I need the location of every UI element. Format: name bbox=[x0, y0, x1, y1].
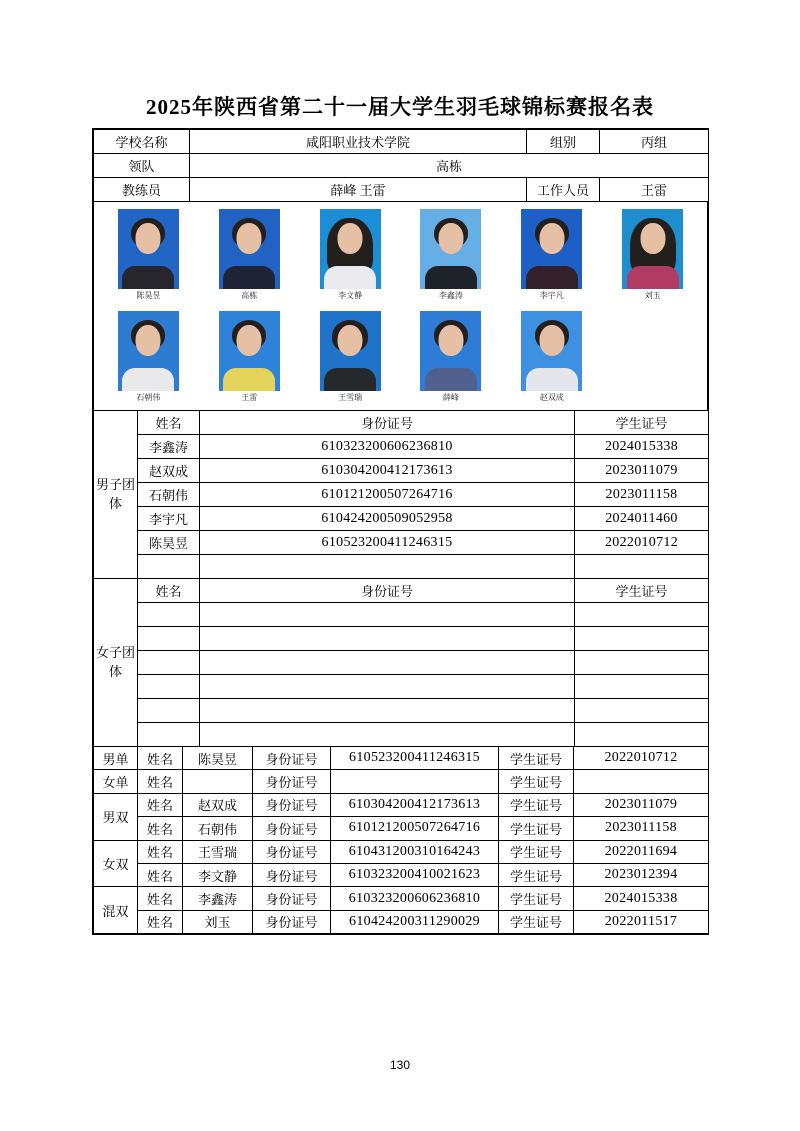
athlete-student-id: 2023011158 bbox=[575, 483, 709, 507]
athlete-id-number: 610523200411246315 bbox=[200, 531, 575, 555]
torso-shape bbox=[425, 368, 477, 391]
athlete-student-id bbox=[575, 699, 709, 723]
photo-slot bbox=[401, 311, 502, 403]
athlete-id-number bbox=[200, 627, 575, 651]
school-label: 学校名称 bbox=[94, 130, 190, 154]
roster-row bbox=[94, 483, 709, 507]
head-shape bbox=[539, 325, 564, 356]
event-id-number: 610323200606236810 bbox=[331, 887, 499, 910]
event-id-number: 610121200507264716 bbox=[331, 817, 499, 840]
id-photo bbox=[219, 311, 280, 391]
name-field-label: 姓名 bbox=[138, 817, 183, 840]
event-athlete-name: 王雪瑞 bbox=[183, 840, 253, 863]
name-field-label: 姓名 bbox=[138, 770, 183, 793]
athlete-student-id: 2023011079 bbox=[575, 459, 709, 483]
head-shape bbox=[136, 223, 161, 254]
event-id-number: 610431200310164243 bbox=[331, 840, 499, 863]
photo-name: 薛峰 bbox=[442, 393, 459, 402]
roster-row bbox=[94, 651, 709, 675]
head-shape bbox=[338, 223, 363, 254]
student-id-field-label: 学生证号 bbox=[499, 770, 574, 793]
event-athlete-name bbox=[183, 770, 253, 793]
roster-header-row bbox=[94, 411, 709, 435]
page-title: 2025年陕西省第二十一届大学生羽毛球锦标赛报名表 bbox=[146, 95, 654, 119]
event-student-id: 2023012394 bbox=[574, 863, 709, 886]
head-shape bbox=[539, 223, 564, 254]
roster-row bbox=[94, 435, 709, 459]
roster-row bbox=[94, 531, 709, 555]
id-photo bbox=[420, 209, 481, 289]
event-row bbox=[94, 863, 709, 886]
torso-shape bbox=[526, 266, 578, 289]
event-row bbox=[94, 840, 709, 863]
event-row bbox=[94, 887, 709, 910]
athlete-id-number bbox=[200, 723, 575, 747]
column-header-student-id: 学生证号 bbox=[575, 411, 709, 435]
group-value: 丙组 bbox=[600, 130, 709, 154]
photo-name: 陈昊昱 bbox=[136, 291, 161, 300]
event-id-number: 610424200311290029 bbox=[331, 910, 499, 933]
athlete-name bbox=[138, 555, 200, 579]
athlete-student-id: 2024011460 bbox=[575, 507, 709, 531]
athlete-student-id bbox=[575, 675, 709, 699]
photo-slot bbox=[300, 209, 401, 301]
torso-shape bbox=[526, 368, 578, 391]
event-student-id: 2022011694 bbox=[574, 840, 709, 863]
athlete-student-id bbox=[575, 603, 709, 627]
athlete-name: 赵双成 bbox=[138, 459, 200, 483]
id-photo bbox=[420, 311, 481, 391]
event-label: 混双 bbox=[94, 887, 138, 934]
id-photo bbox=[521, 311, 582, 391]
photo-slot bbox=[98, 209, 199, 301]
column-header-name: 姓名 bbox=[138, 579, 200, 603]
athlete-name bbox=[138, 675, 200, 699]
athlete-id-number bbox=[200, 675, 575, 699]
photo-slot bbox=[602, 209, 703, 301]
event-athlete-name: 李文静 bbox=[183, 863, 253, 886]
head-shape bbox=[640, 223, 665, 254]
athlete-name bbox=[138, 651, 200, 675]
photo-slot bbox=[401, 209, 502, 301]
photo-name: 石朝伟 bbox=[136, 393, 161, 402]
id-field-label: 身份证号 bbox=[253, 887, 331, 910]
event-athlete-name: 李鑫涛 bbox=[183, 887, 253, 910]
id-field-label: 身份证号 bbox=[253, 840, 331, 863]
photo-name: 王雪瑞 bbox=[338, 393, 363, 402]
id-photo bbox=[622, 209, 683, 289]
id-photo bbox=[219, 209, 280, 289]
team-section-label: 女子团体 bbox=[94, 579, 138, 747]
header-table bbox=[93, 129, 709, 202]
team-section-label: 男子团体 bbox=[94, 411, 138, 579]
head-shape bbox=[438, 223, 463, 254]
id-photo bbox=[118, 311, 179, 391]
athlete-id-number: 610121200507264716 bbox=[200, 483, 575, 507]
event-student-id: 2022011517 bbox=[574, 910, 709, 933]
events-table bbox=[93, 746, 709, 934]
id-photo bbox=[521, 209, 582, 289]
page-number: 130 bbox=[389, 1058, 411, 1072]
roster-row bbox=[94, 627, 709, 651]
photo-name: 李文静 bbox=[338, 291, 363, 300]
student-id-field-label: 学生证号 bbox=[499, 747, 574, 770]
event-label: 男单 bbox=[94, 747, 138, 770]
athlete-student-id bbox=[575, 627, 709, 651]
column-header-id: 身份证号 bbox=[200, 579, 575, 603]
head-shape bbox=[136, 325, 161, 356]
coach-value: 薛峰 王雷 bbox=[190, 178, 527, 202]
event-row bbox=[94, 817, 709, 840]
photo-name: 王雷 bbox=[241, 393, 258, 402]
student-id-field-label: 学生证号 bbox=[499, 793, 574, 816]
athlete-student-id: 2024015338 bbox=[575, 435, 709, 459]
event-label: 女双 bbox=[94, 840, 138, 887]
head-shape bbox=[237, 325, 262, 356]
name-field-label: 姓名 bbox=[138, 887, 183, 910]
roster-row bbox=[94, 507, 709, 531]
event-student-id: 2024015338 bbox=[574, 887, 709, 910]
athlete-student-id: 2022010712 bbox=[575, 531, 709, 555]
head-shape bbox=[338, 325, 363, 356]
event-id-number bbox=[331, 770, 499, 793]
column-header-id: 身份证号 bbox=[200, 411, 575, 435]
id-field-label: 身份证号 bbox=[253, 910, 331, 933]
torso-shape bbox=[627, 266, 679, 289]
torso-shape bbox=[223, 368, 275, 391]
photo-slot bbox=[199, 311, 300, 403]
roster-row bbox=[94, 555, 709, 579]
event-id-number: 610304200412173613 bbox=[331, 793, 499, 816]
athlete-id-number bbox=[200, 603, 575, 627]
event-row bbox=[94, 910, 709, 933]
school-value: 咸阳职业技术学院 bbox=[190, 130, 527, 154]
torso-shape bbox=[425, 266, 477, 289]
leader-label: 领队 bbox=[94, 154, 190, 178]
registration-table bbox=[92, 128, 709, 935]
athlete-name bbox=[138, 627, 200, 651]
athlete-name: 李宇凡 bbox=[138, 507, 200, 531]
student-id-field-label: 学生证号 bbox=[499, 840, 574, 863]
student-id-field-label: 学生证号 bbox=[499, 910, 574, 933]
photo-name: 刘玉 bbox=[644, 291, 661, 300]
event-athlete-name: 石朝伟 bbox=[183, 817, 253, 840]
event-athlete-name: 陈昊昱 bbox=[183, 747, 253, 770]
athlete-student-id bbox=[575, 651, 709, 675]
athlete-id-number: 610304200412173613 bbox=[200, 459, 575, 483]
roster-row bbox=[94, 675, 709, 699]
event-student-id: 2022010712 bbox=[574, 747, 709, 770]
event-id-number: 610523200411246315 bbox=[331, 747, 499, 770]
athlete-name: 李鑫涛 bbox=[138, 435, 200, 459]
student-id-field-label: 学生证号 bbox=[499, 817, 574, 840]
roster-row bbox=[94, 603, 709, 627]
torso-shape bbox=[122, 368, 174, 391]
event-student-id: 2023011079 bbox=[574, 793, 709, 816]
photo-name: 李宇凡 bbox=[539, 291, 564, 300]
event-row bbox=[94, 793, 709, 816]
id-field-label: 身份证号 bbox=[253, 793, 331, 816]
event-label: 男双 bbox=[94, 793, 138, 840]
athlete-id-number bbox=[200, 699, 575, 723]
roster-row bbox=[94, 723, 709, 747]
student-id-field-label: 学生证号 bbox=[499, 887, 574, 910]
event-row bbox=[94, 770, 709, 793]
name-field-label: 姓名 bbox=[138, 840, 183, 863]
athlete-student-id bbox=[575, 723, 709, 747]
group-label: 组别 bbox=[527, 130, 600, 154]
womens-team-table bbox=[93, 578, 709, 747]
student-id-field-label: 学生证号 bbox=[499, 863, 574, 886]
athlete-student-id bbox=[575, 555, 709, 579]
event-row bbox=[94, 747, 709, 770]
event-student-id: 2023011158 bbox=[574, 817, 709, 840]
event-athlete-name: 赵双成 bbox=[183, 793, 253, 816]
athlete-id-number: 610323200606236810 bbox=[200, 435, 575, 459]
athlete-id-number bbox=[200, 555, 575, 579]
coach-label: 教练员 bbox=[94, 178, 190, 202]
athlete-id-number: 610424200509052958 bbox=[200, 507, 575, 531]
photo-slot bbox=[501, 209, 602, 301]
photo-slot bbox=[199, 209, 300, 301]
id-field-label: 身份证号 bbox=[253, 747, 331, 770]
id-field-label: 身份证号 bbox=[253, 817, 331, 840]
name-field-label: 姓名 bbox=[138, 910, 183, 933]
athlete-name: 陈昊昱 bbox=[138, 531, 200, 555]
id-photo bbox=[118, 209, 179, 289]
torso-shape bbox=[223, 266, 275, 289]
column-header-name: 姓名 bbox=[138, 411, 200, 435]
name-field-label: 姓名 bbox=[138, 747, 183, 770]
torso-shape bbox=[122, 266, 174, 289]
leader-value: 高栋 bbox=[190, 154, 709, 178]
roster-row bbox=[94, 459, 709, 483]
photo-name: 赵双成 bbox=[539, 393, 564, 402]
id-field-label: 身份证号 bbox=[253, 770, 331, 793]
photo-slot bbox=[300, 311, 401, 403]
event-id-number: 610323200410021623 bbox=[331, 863, 499, 886]
id-field-label: 身份证号 bbox=[253, 863, 331, 886]
event-student-id bbox=[574, 770, 709, 793]
photo-name: 李鑫涛 bbox=[438, 291, 463, 300]
event-label: 女单 bbox=[94, 770, 138, 793]
event-athlete-name: 刘玉 bbox=[183, 910, 253, 933]
torso-shape bbox=[324, 266, 376, 289]
roster-header-row bbox=[94, 579, 709, 603]
roster-row bbox=[94, 699, 709, 723]
staff-label: 工作人员 bbox=[527, 178, 600, 202]
athlete-name: 石朝伟 bbox=[138, 483, 200, 507]
id-photo bbox=[320, 311, 381, 391]
athlete-name bbox=[138, 699, 200, 723]
staff-value: 王雷 bbox=[600, 178, 709, 202]
head-shape bbox=[237, 223, 262, 254]
name-field-label: 姓名 bbox=[138, 863, 183, 886]
photo-slot bbox=[98, 311, 199, 403]
torso-shape bbox=[324, 368, 376, 391]
athlete-name bbox=[138, 603, 200, 627]
athlete-id-number bbox=[200, 651, 575, 675]
head-shape bbox=[438, 325, 463, 356]
athlete-name bbox=[138, 723, 200, 747]
id-photos-grid bbox=[93, 201, 708, 411]
column-header-student-id: 学生证号 bbox=[575, 579, 709, 603]
id-photo bbox=[320, 209, 381, 289]
name-field-label: 姓名 bbox=[138, 793, 183, 816]
photo-name: 高栋 bbox=[241, 291, 258, 300]
mens-team-table bbox=[93, 410, 709, 579]
photo-slot bbox=[501, 311, 602, 403]
